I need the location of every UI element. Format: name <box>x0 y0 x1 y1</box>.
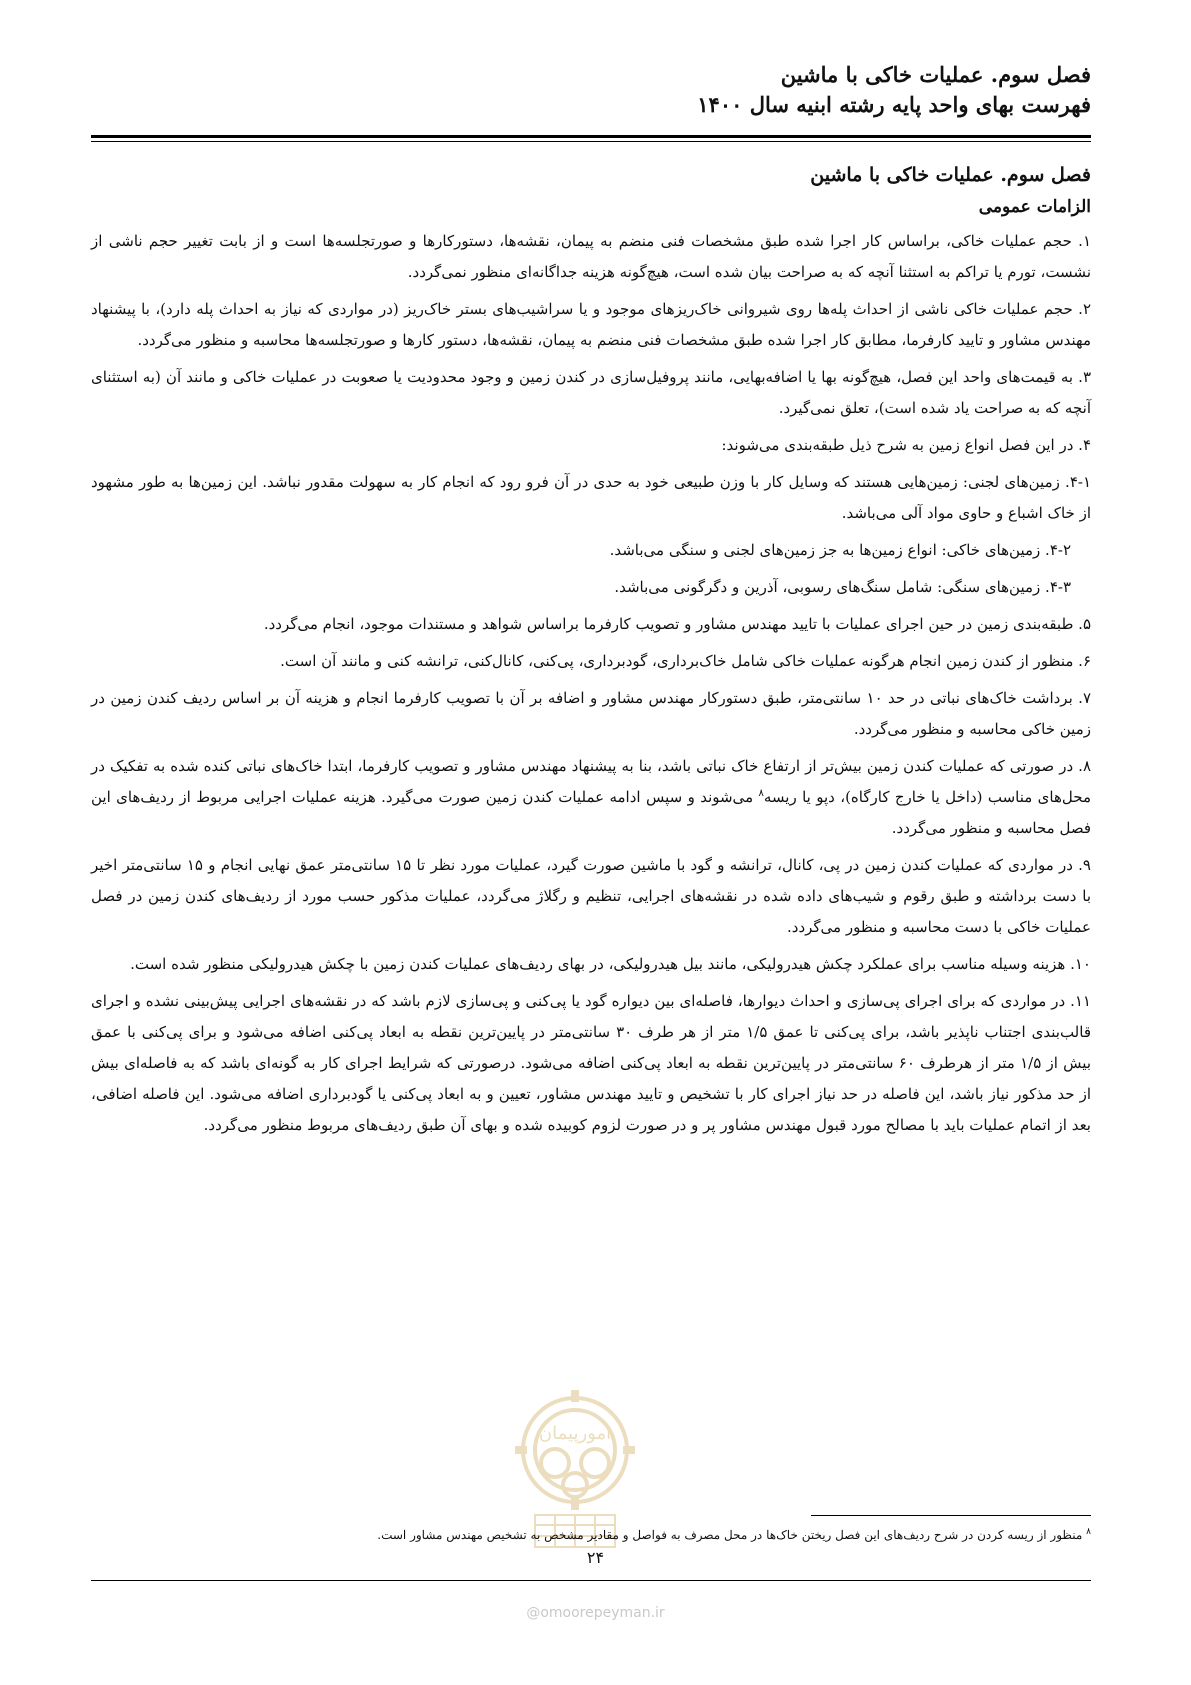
paragraph-8-tail: می‌شوند و سپس ادامه عملیات کندن زمین صورت می‌گیرد. هزینه عملیات اجرایی مربوط از ردیف‌های این فصل محاسبه و منظور می‌گردد. <box>91 788 1091 837</box>
footnote-number: ۸ <box>1086 1527 1091 1537</box>
header-document-title: فهرست بهای واحد پایه رشته ابنیه سال ۱۴۰۰ <box>697 92 1091 117</box>
footer-rule <box>91 1580 1091 1581</box>
footnote-text: منظور از ریسه کردن در شرح ردیف‌های این فصل ریختن خاک‌ها در محل مصرف به فواصل و مقادیر مشخص به تشخیص مهندس مشاور است. <box>377 1528 1083 1542</box>
paragraph-1: ۱. حجم عملیات خاکی، براساس کار اجرا شده طبق مشخصات فنی منضم به پیمان، نقشه‌ها، دستورکارها و صورتجلسه‌ها است و از بابت تغییر حجم ناشی از نشست، تورم یا تراکم به استثنا آنچه که به صراحت بیان شده است، هیچ‌گونه هزینه جداگانه‌ای منظور نمی‌گردد. <box>91 232 1091 281</box>
header-rule-thin <box>91 141 1091 142</box>
paragraph-8 <box>91 751 1091 844</box>
header-rule-thick <box>91 135 1091 138</box>
footnote <box>91 1525 1091 1545</box>
paragraph-9: ۹. در مواردی که عملیات کندن زمین در پی، کانال، ترانشه و گود با ماشین صورت گیرد، عملیات مورد نظر تا ۱۵ سانتی‌متر عمق نهایی انجام و ۱۵ سانتی‌متر اخیر با دست برداشته و طبق رقوم و شیب‌های داده شده در نقشه‌های اجرایی، تنظیم و رگلاژ می‌گردد، عملیات مذکور حسب مورد از ردیف‌های کندن زمین در فصل عملیات خاکی با دست محاسبه و منظور می‌گردد. <box>91 856 1091 936</box>
footnote-reference[interactable]: ۸ <box>758 788 764 799</box>
section-title: الزامات عمومی <box>978 197 1091 217</box>
watermark-handle: @omoorepeyman.ir <box>526 1605 665 1621</box>
watermark-logo-label: امورپیمان <box>538 1423 612 1444</box>
header-chapter-title: فصل سوم. عملیات خاکی با ماشین <box>780 62 1091 87</box>
footnote-rule <box>811 1515 1091 1516</box>
paragraph-4: ۴. در این فصل انواع زمین به شرح ذیل طبقه‌بندی می‌شوند: <box>721 436 1091 454</box>
paragraph-2: ۲. حجم عملیات خاکی ناشی از احداث پله‌ها روی شیروانی خاک‌ریزهای موجود و یا سراشیب‌های بستر خاک‌ریز (در مواردی که نیاز به احداث پله دارد)، با پیشنهاد مهندس مشاور و تایید کارفرما، مطابق کار اجرا شده طبق مشخصات فنی منضم به پیمان، نقشه‌ها، دستور کارها و صورتجلسه‌ها محاسبه و منظور می‌گردد. <box>91 300 1091 349</box>
gear-icon <box>523 1398 627 1502</box>
paragraph-8-text: ۸. در صورتی که عملیات کندن زمین بیش‌تر از ارتفاع خاک نباتی باشد، بنا به پیشنهاد مهندس مشاور و تصویب کارفرما، ابتدا خاک‌های نباتی کنده شده به تفکیک در محل‌های مناسب (داخل یا خارج کارگاه)، دپو یا ریسه <box>91 757 1091 806</box>
paragraph-5: ۵. طبقه‌بندی زمین در حین اجرای عملیات با تایید مهندس مشاور و تصویب کارفرما براساس شواهد و مستندات موجود، انجام می‌گردد. <box>263 615 1091 633</box>
paragraph-3: ۳. به قیمت‌های واحد این فصل، هیچ‌گونه بها یا اضافه‌بهایی، مانند پروفیل‌سازی در کندن زمین و وجود محدودیت یا صعوبت در عملیات خاکی و مانند آن (به استثنای آنچه که به صراحت یاد شده است)، تعلق نمی‌گیرد. <box>91 368 1091 417</box>
page-number: ۲۴ <box>586 1548 605 1567</box>
paragraph-4-3: ۴-۳. زمین‌های سنگی: شامل سنگ‌های رسوبی، آذرین و دگرگونی می‌باشد. <box>614 578 1071 596</box>
paragraph-4-1: ۴-۱. زمین‌های لجنی: زمین‌هایی هستند که وسایل کار با وزن طبیعی خود به حدی در آن فرو رود که انجام کار به سهولت مقدور نباشد. این زمین‌ها به طور مشهود از خاک اشباع و حاوی مواد آلی می‌باشد. <box>91 473 1091 522</box>
paragraph-6: ۶. منظور از کندن زمین انجام هرگونه عملیات خاکی شامل خاک‌برداری، گودبرداری، پی‌کنی، کانال‌کنی، ترانشه کنی و مانند آن است. <box>280 652 1091 670</box>
main-content <box>91 162 1091 1147</box>
paragraph-4-2: ۴-۲. زمین‌های خاکی: انواع زمین‌ها به جز زمین‌های لجنی و سنگی می‌باشد. <box>609 541 1071 559</box>
chapter-title: فصل سوم. عملیات خاکی با ماشین <box>810 164 1091 186</box>
page-header <box>91 60 1091 120</box>
paragraph-11: ۱۱. در مواردی که برای اجرای پی‌سازی و احداث دیوارها، فاصله‌ای بین دیواره گود یا پی‌کنی و پی‌سازی لازم باشد که در نقشه‌های اجرایی پیش‌بینی نشده و اجرای قالب‌بندی اجتناب ناپذیر باشد، برای پی‌کنی تا عمق ۱/۵ متر از هر طرف ۳۰ سانتی‌متر در پایین‌ترین نقطه به ابعاد پی‌کنی اضافه می‌شود و برای پی‌کنی با عمق بیش از ۱/۵ متر از هرطرف ۶۰ سانتی‌متر در پایین‌ترین نقطه به ابعاد پی‌کنی اضافه می‌شود. درصورتی که شرایط اجرای کار به گونه‌ای باشد که به فاصله‌ای بیش از حد مذکور نیاز باشد، این فاصله در حد نیاز اجرای کار با تشخیص و تایید مهندس مشاور، تعیین و به ابعاد پی‌کنی یا گودبرداری اضافه می‌شود. این فاصله اضافی، بعد از اتمام عملیات باید با مصالح مورد قبول مهندس مشاور پر و در صورت لزوم کوبیده شده و بهای آن طبق ردیف‌های مربوط منظور می‌گردد. <box>91 992 1091 1134</box>
paragraph-10: ۱۰. هزینه وسیله مناسب برای عملکرد چکش هیدرولیکی، مانند بیل هیدرولیکی، در بهای ردیف‌های عملیات کندن زمین با چکش هیدرولیکی منظور شده است. <box>130 955 1091 973</box>
paragraph-7: ۷. برداشت خاک‌های نباتی در حد ۱۰ سانتی‌متر، طبق دستورکار مهندس مشاور و اضافه بر آن با تصویب کارفرما انجام و هزینه آن بر اساس ردیف کندن زمین در زمین خاکی محاسبه و منظور می‌گردد. <box>91 689 1091 738</box>
